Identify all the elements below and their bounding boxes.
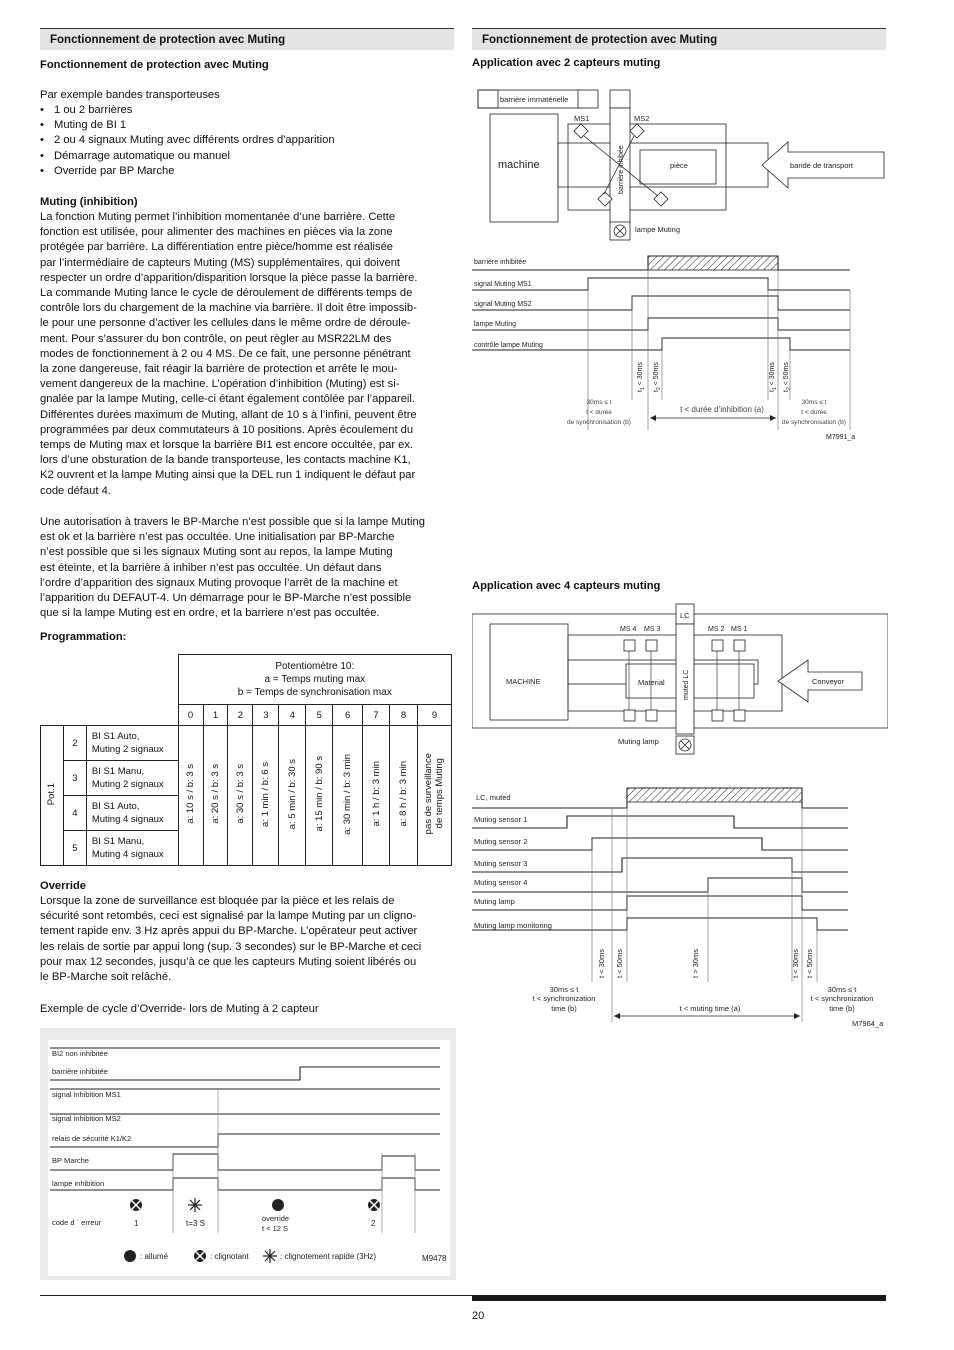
sync-label: de synchronisation (b)	[782, 419, 846, 426]
ms2-label: MS 2	[708, 626, 725, 633]
signal-trace	[472, 878, 848, 892]
part-label: pièce	[670, 161, 688, 170]
fast-blink-icon	[188, 1198, 202, 1212]
position-cell: 0	[178, 705, 203, 726]
signal-label: contrôle lampe Muting	[474, 342, 543, 349]
left-section-header: Fonctionnement de protection avec Muting	[40, 28, 454, 50]
override-paragraph	[40, 894, 456, 985]
override-time-label: t < 12 S	[262, 1224, 289, 1233]
position-cell: 3	[253, 705, 279, 726]
value-cell	[306, 726, 333, 866]
t1-label: $t_1 < 30ms$	[637, 362, 646, 392]
signal-label: Muting sensor 3	[474, 859, 528, 868]
text-line: par l’intermédiaire de capteurs Muting (MS) supplémentaires, qui doivent	[40, 256, 401, 269]
value-cell	[417, 726, 451, 866]
pot1-label: Pot.1	[46, 782, 58, 806]
position-cell: 1	[203, 705, 228, 726]
mode-line: BI S1 Auto,	[91, 801, 140, 812]
t30-label: t < 30ms	[597, 949, 606, 978]
text-line: ment. Pour s’assurer du bon contrôle, on peut règler au MSR22LM des	[40, 332, 392, 345]
value-cell	[333, 726, 363, 866]
feature-list	[40, 103, 335, 179]
value-cell	[390, 726, 418, 866]
lamp-on-icon	[272, 1199, 284, 1211]
legend-fast-label: : clignotement rapide (3Hz)	[280, 1252, 377, 1261]
text-line: les relais de sortie par appui long (sup. 3 secondes) sur le BP-Marche et ceci	[40, 940, 422, 953]
muting-title: Muting (inhibition)	[40, 196, 138, 208]
signal-label: barrière inhibitée	[474, 259, 527, 266]
signal-label: Muting sensor 1	[474, 815, 528, 824]
no-monitoring-label: pas de surveillance de temps Muting	[423, 753, 446, 835]
legend-blink-label: : clignotant	[210, 1252, 249, 1261]
mode-line: BI S1 Manu,	[91, 766, 145, 777]
error-code-1: 1	[134, 1219, 139, 1228]
signal-label: relais de sécurité K1/K2	[52, 1134, 132, 1143]
machine-box	[490, 624, 568, 720]
ms3-label: MS 3	[644, 626, 661, 633]
sync-label: 30ms ≤ t	[827, 985, 857, 994]
sensor-ms1-top	[734, 640, 745, 651]
muted-period	[627, 788, 802, 802]
text-line: K2 ouvrent et la lampe Muting ainsi que la DEL run 1 indiquent le défaut par	[40, 469, 416, 482]
signal-label: Muting lamp	[474, 897, 515, 906]
legend-on-icon	[124, 1250, 136, 1262]
text-line: gnalée par la lampe Muting, celle-ci étant également contôlée par l’appareil.	[40, 393, 416, 406]
sensor-ms2-bottom	[712, 710, 723, 721]
text-line: le pour une personne d’activer les cellules dans le même ordre de déroule-	[40, 317, 411, 330]
app4-title: Application avec 4 capteurs muting	[472, 580, 661, 592]
sensor-ms3-top	[646, 640, 657, 651]
signal-trace	[472, 318, 850, 330]
t2-label: $t_2 < 50ms$	[783, 362, 792, 392]
signal-trace	[472, 816, 848, 828]
list-item: • Override par BP Marche	[40, 164, 335, 179]
signal-label: BP Marche	[52, 1156, 89, 1165]
signal-trace	[472, 896, 848, 910]
sync-label: 30ms ≤ t	[549, 985, 579, 994]
signal-label: barrière inhibitée	[52, 1067, 108, 1076]
emitter-box	[578, 90, 598, 108]
t30-label: t < 30ms	[791, 949, 800, 978]
signal-trace	[472, 858, 848, 872]
sensor-ms4-bottom	[624, 710, 635, 721]
authorization-paragraph	[40, 515, 456, 621]
list-item: • 1 ou 2 barrières	[40, 103, 335, 118]
pot-header	[178, 655, 451, 705]
value-cell	[203, 726, 228, 866]
diagram-panel	[48, 1040, 450, 1276]
pot1-cell	[41, 726, 64, 866]
muting-paragraph	[40, 210, 456, 499]
figure-ref: M7991_a	[826, 434, 856, 441]
mode-line: Muting 4 signaux	[91, 814, 164, 825]
text-line: l’ordre d’apparition des signaux Muting provoque l’arrêt de la machine et	[40, 576, 398, 589]
mode-cell	[86, 761, 178, 796]
page-number: 20	[472, 1310, 485, 1322]
sync-label: t < synchronization	[810, 994, 874, 1003]
sensor-ms1-bottom	[734, 710, 745, 721]
position-cell: 8	[390, 705, 418, 726]
ms2-label: MS2	[634, 114, 650, 123]
t50-label: t < 50ms	[805, 949, 814, 978]
sync-label: time (b)	[551, 1004, 577, 1013]
muted-barrier-label: barrière inhibée	[618, 145, 625, 194]
mode-line: Muting 4 signaux	[91, 849, 164, 860]
mode-cell	[86, 726, 178, 761]
figure-ref: M9478	[422, 1254, 447, 1263]
text-line: est éteinte, et la barrière à inhiber n’est pas occultée. Un défaut dans	[40, 561, 382, 574]
sync-label: t < synchronization	[532, 994, 596, 1003]
text-line: pour max 12 secondes, jusqu’à ce que les capteurs Muting soient libérés ou	[40, 955, 417, 968]
legend-blink-icon	[194, 1250, 206, 1262]
legend-on-label: : allumé	[140, 1252, 169, 1261]
position-cell: 2	[228, 705, 253, 726]
ms1-label: MS 1	[731, 626, 748, 633]
value-cell	[228, 726, 253, 866]
sync-label: de synchronisation (b)	[567, 419, 631, 426]
position-cell: 5	[306, 705, 333, 726]
left-subtitle: Fonctionnement de protection avec Muting	[40, 59, 269, 71]
text-line: respecter un ordre d’apparition/disparition lorsque la pièce passe la barrière.	[40, 271, 418, 284]
text-line: La fonction Muting permet l’inhibition momentanée d’une barrière. Cette	[40, 211, 396, 223]
value-label: a: 5 min / b: 30 s	[286, 758, 298, 830]
pot-header-line: b = Temps de synchronisation max	[237, 687, 392, 698]
signal-label: signal Muting MS1	[474, 281, 532, 288]
sensor-ms4-top	[624, 640, 635, 651]
list-item: • Démarrage automatique ou manuel	[40, 149, 335, 164]
mode-line: Muting 2 signaux	[91, 779, 164, 790]
ms1-label: MS1	[574, 114, 590, 123]
legend-fast-blink-icon	[263, 1249, 277, 1263]
transport-label: bande de transport	[790, 161, 853, 170]
machine-label: machine	[498, 159, 540, 171]
lamp-label: lampe Muting	[635, 225, 681, 234]
text-line: La commande Muting lance le cycle de déroulement de différents temps de	[40, 287, 413, 300]
row-number: 5	[63, 831, 86, 866]
footer-bar	[472, 1295, 886, 1301]
signal-label: Muting lamp monitoring	[474, 921, 552, 930]
list-item: • 2 ou 4 signaux Muting avec différents ordres d'apparition	[40, 133, 335, 148]
position-cell: 7	[363, 705, 390, 726]
row-number: 4	[63, 796, 86, 831]
sync-label: t < durée	[586, 409, 612, 416]
text-line: Différentes durées maximum de Muting, allant de 10 s à l’infini, peuvent être	[40, 408, 417, 421]
text-line: est ok et la barrière n’est pas occultée. Une initialisation par BP-Marche	[40, 531, 395, 544]
ms4-label: MS 4	[620, 626, 637, 633]
muting-lamp-label: Muting lamp	[618, 737, 659, 746]
text-line: l’apparition du DEFAUT-4. Un démarrage pour le BP-Marche n’est possible	[40, 592, 412, 605]
text-line: que si la lampe Muting est en ordre, et la barriere n’est pas occultée.	[40, 607, 380, 620]
text-line: code défaut 4.	[40, 484, 111, 497]
text-line: tement rapide env. 3 Hz après appui du BP-Marche. L’opérateur peut activer	[40, 925, 418, 938]
t50-label: t < 50ms	[615, 949, 624, 978]
value-cell	[363, 726, 390, 866]
text-line: temps de Muting max et lorsque la barrière BI1 est encore occultée, par ex.	[40, 439, 414, 452]
text-line: Une autorisation à travers le BP-Marche n’est possible que si la lampe Muting	[40, 516, 425, 528]
mode-line: BI S1 Manu,	[91, 836, 145, 847]
mode-cell	[86, 796, 178, 831]
text-line: contrôle lors du chargement de la machine via barrière. Il doit être impossib-	[40, 302, 417, 315]
signal-label: lampe Muting	[474, 321, 517, 328]
text-line: fonction est utilisée, pour alimenter des machines en pièces via la zone	[40, 226, 393, 239]
signal-label: signal Muting MS2	[474, 301, 532, 308]
error-code-2: 2	[371, 1219, 376, 1228]
text-line: n’est possible que si les signaux Muting sont au repos, la lampe Muting	[40, 546, 393, 559]
signal-label: Muting sensor 2	[474, 837, 528, 846]
blinking-icon	[130, 1199, 142, 1211]
list-item: • Muting de BI 1	[40, 118, 335, 133]
example-caption: Exemple de cycle d’Override- lors de Muting à 2 capteur	[40, 1003, 319, 1015]
muting-2-sensor-diagram	[472, 86, 888, 244]
sensor-ms2-top	[630, 124, 644, 138]
inhibition-duration-label: t < durée d’inhibition (a)	[680, 405, 764, 414]
sensor-ms1-top	[574, 124, 588, 138]
text-line: vement dangereux de la machine. L’opération d’inhibition (Muting) est si-	[40, 378, 400, 391]
value-label: a: 10 s / b: 3 s	[185, 764, 197, 824]
t1-label: $t_1 < 30ms$	[769, 362, 778, 392]
signal-label: BI2 non inhibitée	[52, 1049, 108, 1058]
receiver-box	[610, 90, 630, 108]
text-line: lors d’une obsturation de la bande transporteuse, les contacts machine K1,	[40, 454, 411, 467]
figure-ref: M7964_a	[852, 1019, 884, 1028]
row-number: 2	[63, 726, 86, 761]
value-label: a: 1 h / b: 3 min	[370, 761, 382, 827]
signal-label: signal inhibition MS1	[52, 1090, 121, 1099]
time-3s-label: t=3 S	[186, 1219, 205, 1228]
signal-label: lampe inhibition	[52, 1179, 105, 1188]
material-label: Material	[638, 678, 665, 687]
timing-4-sensor	[472, 782, 888, 1032]
position-cell: 9	[417, 705, 451, 726]
intro-text: Par exemple bandes transporteuses	[40, 89, 220, 101]
t2-label: $t_2 < 50ms$	[653, 362, 662, 392]
value-label: a: 30 s / b: 3 s	[234, 764, 246, 824]
override-label: override	[262, 1214, 290, 1223]
sync-label: t < durée	[801, 409, 827, 416]
text-line: la zone dangereuse, fait réagir la barrière de protection et arrête le mou-	[40, 363, 398, 376]
override-timing-diagram	[40, 1028, 456, 1280]
value-cell	[253, 726, 279, 866]
position-cell: 4	[279, 705, 306, 726]
error-code-label: code d ´ erreur	[52, 1218, 102, 1227]
signal-label: LC, muted	[476, 793, 511, 802]
muting-time-label: t < muting time (a)	[679, 1004, 741, 1013]
signal-label: signal inhibition MS2	[52, 1114, 121, 1123]
text-line: sécurité sont retombés, ceci est signalisé par la lampe Muting par un cligno-	[40, 910, 417, 923]
machine-label: MACHINE	[506, 677, 541, 686]
light-curtain-label: barrière immatérielle	[500, 95, 569, 104]
conveyor-label: Conveyor	[812, 677, 845, 686]
value-label: a: 8 h / b: 3 min	[397, 761, 409, 827]
row-number: 3	[63, 761, 86, 796]
value-cell	[178, 726, 203, 866]
programming-table	[40, 654, 452, 866]
muting-4-sensor-diagram	[472, 602, 888, 760]
blinking-icon	[368, 1199, 380, 1211]
override-title: Override	[40, 880, 87, 892]
right-section-header: Fonctionnement de protection avec Muting	[472, 28, 886, 50]
pot-header-line: Potentiomètre 10:	[275, 661, 355, 672]
position-cell: 6	[333, 705, 363, 726]
sensor-ms2-top	[712, 640, 723, 651]
pot-header-line: a = Temps muting max	[264, 674, 366, 685]
text-line: modes de fonctionnement à 2 ou 4 MS. De ce fait, une personne pénétrant	[40, 347, 411, 360]
sync-label: 30ms ≤ t	[801, 399, 827, 406]
sync-label: time (b)	[829, 1004, 855, 1013]
text-line: programmées par deux commutateurs à 10 positions. Après écoulement du	[40, 423, 414, 436]
programmation-title: Programmation:	[40, 631, 127, 643]
app2-title: Application avec 2 capteurs muting	[472, 57, 661, 69]
timing-2-sensor	[472, 250, 888, 446]
t30b-label: t > 30ms	[691, 949, 700, 978]
lc-label: LC	[680, 611, 690, 620]
mode-line: Muting 2 signaux	[91, 744, 164, 755]
muted-lc-label: muted LC	[683, 669, 690, 700]
value-label: a: 15 min / b: 90 s	[313, 756, 325, 832]
signal-label: Muting sensor 4	[474, 878, 528, 887]
sync-label: 30ms ≤ t	[586, 399, 612, 406]
muted-period	[648, 256, 778, 270]
sensor-ms3-bottom	[646, 710, 657, 721]
mode-cell	[86, 831, 178, 866]
value-label: a: 20 s / b: 3 s	[210, 764, 222, 824]
signal-trace	[472, 838, 848, 850]
value-cell	[279, 726, 306, 866]
text-line: protégée par barrière. La différentiation entre pièce/homme est réalisée	[40, 241, 394, 254]
value-label: a: 1 min / b: 6 s	[260, 761, 272, 827]
mode-line: BI S1 Auto,	[91, 731, 140, 742]
text-line: Lorsque la zone de surveillance est bloquée par la pièce et les relais de	[40, 895, 395, 907]
value-label: a: 30 min / b: 3 min	[342, 753, 354, 835]
text-line: le BP-Marche soit relâché.	[40, 971, 172, 984]
